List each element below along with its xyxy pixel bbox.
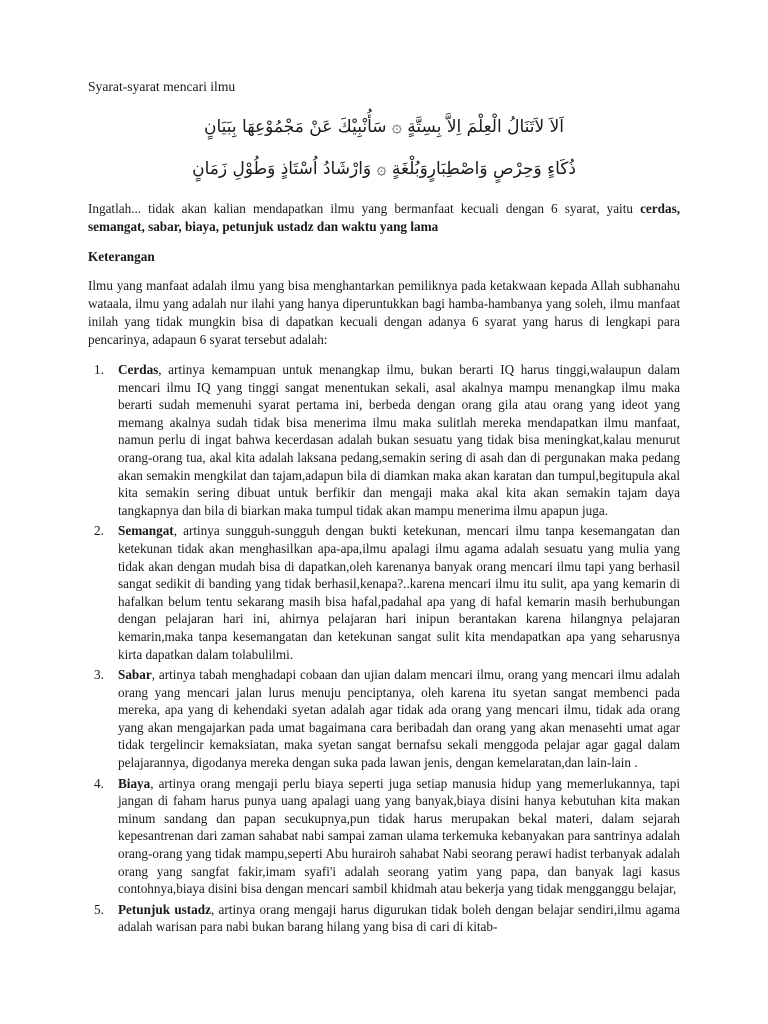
list-item-term: Semangat bbox=[118, 523, 174, 539]
list-item bbox=[88, 666, 680, 772]
list-item-term: Biaya bbox=[118, 775, 151, 791]
list-item-text: , artinya kemampuan untuk menangkap ilmu, bukan berarti IQ harus tinggi,walaupun dalam mencari ilmu IQ yang tinggi sangat menentukan sekali, asal akalnya mampu menangkap ilmu maka berarti sudah memenuhi syarat pertama ini, berbeda dengan orang gila atau orang yang ideot yang memang akalnya sudah tidak bisa menerima ilmu maka sulitlah mereka mendapatkan ilmu manfaat, namun perlu di ingat bahwa kecerdasan adalah bukan sesuatu yang tidak bisa meningkat,kalau menurut orang-orang tua, akal kita adalah laksana pedang,semakin sering di asah dan di pergunakan maka pedang akan semakin mengkilat dan tajam,adapun bila di diamkan maka akan karatan dan tumpul,begitupula akal kita semakin sering dibuat untuk berfikir dan mengaji maka akal kita akan semakin tajam daya tangkapnya dan bila di biarkan maka tumpul tidak akan mampu menerima ilmu apapun juga. bbox=[118, 362, 680, 518]
explanation-paragraph: Ilmu yang manfaat adalah ilmu yang bisa menghantarkan pemiliknya pada ketakwaan kepada Allah subhanahu wataala, ilmu yang adalah nur ilahi yang hanya diperuntukkan bagi hamba-hambanya yang soleh, ilmu manfaat inilah yang tidak mungkin bisa di dapatkan kecuali dengan adanya 6 syarat yang harus di lengkapi para pencarinya, adapaun 6 syarat tersebut adalah: bbox=[88, 278, 680, 347]
conditions-list bbox=[88, 361, 680, 936]
arabic-verse-line-1: اَلاَ لاَتَنَالُ الْعِلْمَ اِلاَّ بِسِتَّةٍ ۞ سَأُنْبِيْكَ عَنْ مَجْمُوْعِهَا بِبَيَانٍ bbox=[203, 117, 565, 137]
list-item bbox=[88, 901, 680, 936]
arabic-verse-line-2: ذُكَاءٍ وَحِرْصٍ وَاصْطِبَارٍوَبُلْغَةٍ ۞ وَارْشَادُ اُسْتَاذٍ وَطُوْلِ زَمَانٍ bbox=[192, 159, 576, 179]
list-item-number: 3. bbox=[94, 667, 104, 683]
list-item-text: , artinya sungguh-sungguh dengan bukti ketekunan, mencari ilmu tanpa kesemangatan dan ketekunan tidak akan menghasilkan apa-apa,ilmu apalagi ilmu agama adalah sesuatu yang mulia yang tidak akan dengan mudah bisa di dapatkan,oleh karenanya banyak orang mencari ilmu tapi yang berhasil sangat sedikit di banding yang tidak berhasil,kenapa?..karena mencari ilmu itu sulit, apa yang kemarin di hafalkan belum tentu sekarang masih bisa hafal,padahal apa yang di hafal kemarin masih berhubungan dengan pelajaran hari ini, ahirnya pelajaran hari inipun berantakan karena hilangnya pelajaran kemarin,maka tanpa kesemangatan dan ketekunan sangat sulit kita mendapatkan apa yang seharusnya kirta dapatkan dalam tolabulilmi. bbox=[118, 523, 680, 662]
arabic-verse bbox=[88, 106, 680, 190]
list-item bbox=[88, 361, 680, 519]
intro-paragraph bbox=[88, 200, 680, 236]
list-item bbox=[88, 522, 680, 663]
list-item-term: Sabar bbox=[118, 667, 152, 683]
list-item-text: , artinya orang mengaji perlu biaya seperti juga setiap manusia hidup yang memerlukannya, tapi jangan di faham harus punya uang apalagi uang yang banyak,biaya disini hanya kebutuhan kita makan minum sandang dan papan secukupnya,pun tidak harus merupakan bekal materi, dalam sejarah kepesantrenan dari zaman sahabat nabi sampai zaman ulama terkemuka kebanyakan para santrinya adalah orang-orang yang tidak mampu,seperti Abu hurairoh sahabat Nabi seorang perawi hadist terbanyak adalah orang yang sangfat fakir,imam syafi'i adalah seorang yatim yang papa, dan banyak lagi kasus contohnya,biaya disini bisa dengan mencari sambil khidmah atau bekerja yang tidak mengganggu belajar, bbox=[118, 775, 680, 897]
list-item-term: Cerdas bbox=[118, 362, 159, 377]
list-item-number: 5. bbox=[94, 901, 104, 917]
list-item-text: , artinya tabah menghadapi cobaan dan ujian dalam mencari ilmu, orang yang mencari ilmu adalah orang yang mencari jalan lurus menuju penciptanya, oleh karena itu syetan sangat membenci pada mereka, apa yang di kehendaki syetan adalah agar tidak ada orang yang mencari ilmu, tidak ada orang yang akan mengajarkan pada umat bagaimana cara beribadah dan orang yang akan menasehti umat agar tidak tergelincir kemaksiatan, maka syetan sangat bernafsu sekali menggoda pelajar agar gagal dalam pelajarannya, digodanya mereka dengan suka pada lawan jenis, dengan kemelaratan,dan lain-lain . bbox=[118, 667, 680, 771]
page-title: Syarat-syarat mencari ilmu bbox=[88, 79, 236, 94]
list-item bbox=[88, 775, 680, 898]
list-item-number: 1. bbox=[94, 362, 104, 377]
document-page bbox=[88, 78, 680, 939]
section-heading: Keterangan bbox=[88, 249, 155, 264]
intro-bold-list: cerdas, semangat, sabar, biaya, petunjuk ustadz dan waktu yang lama bbox=[88, 201, 680, 234]
list-item-number: 2. bbox=[94, 523, 104, 539]
list-item-term: Petunjuk ustadz bbox=[118, 901, 211, 917]
list-item-text: , artinya orang mengaji harus digurukan tidak boleh dengan belajar sendiri,ilmu agama adalah warisan para nabi bukan barang hilang yang bisa di cari di kitab- bbox=[118, 901, 681, 935]
list-item-number: 4. bbox=[94, 775, 104, 791]
intro-text: Ingatlah... tidak akan kalian mendapatkan ilmu yang bermanfaat kecuali dengan 6 syarat, yaitu bbox=[88, 201, 641, 216]
